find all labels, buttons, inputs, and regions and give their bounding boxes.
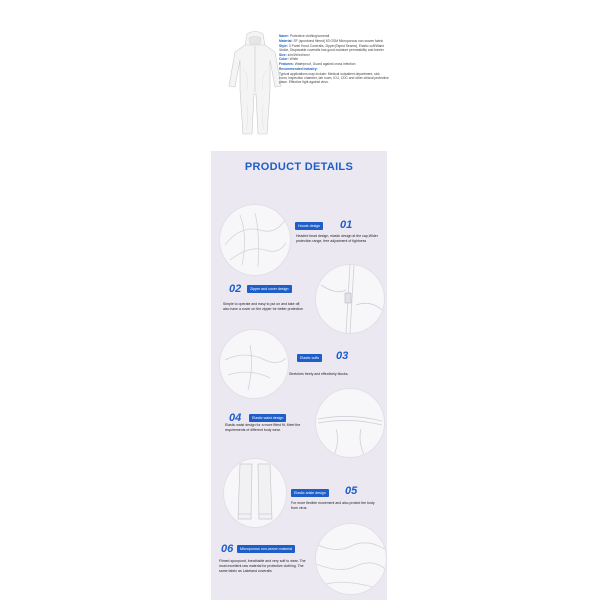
feature-label-01: Hoode design	[295, 222, 323, 230]
spec-material-value: SF (spunbond filmed) 63 GSM Microporous non-woven fabric	[293, 38, 384, 43]
feature-label-06: Microporous non-woven material	[237, 545, 295, 553]
spec-color-value: White	[289, 57, 299, 62]
feature-desc-02: Simple to operate and easy to put on and take off, also have a cover on the zipper for better protection	[223, 302, 303, 311]
feature-desc-05: For more flexible movement and also protect the body from virus.	[291, 501, 375, 510]
cuff-detail-image	[219, 329, 289, 399]
ankle-detail-image	[223, 458, 287, 528]
spec-name-row	[279, 34, 389, 38]
spec-material-row	[279, 39, 389, 43]
spec-features-label: Features:	[279, 62, 294, 67]
zipper-detail-image	[315, 264, 385, 334]
feature-label-05: Elastic ankle design	[291, 489, 329, 497]
spec-size-value: s/m/l/xl/xxl/xxxl	[287, 52, 310, 57]
feature-label-02: Zipper and cover design	[247, 285, 292, 293]
feature-desc-01: Headed head design, elastic design at the cap,Wider protection range, free adjustment of tightness	[296, 234, 378, 243]
coverall-product-image	[225, 30, 285, 140]
feature-number-03: 03	[336, 350, 349, 362]
panel-title: PRODUCT DETAILS	[244, 161, 354, 173]
spec-features-row	[279, 62, 389, 66]
spec-block	[279, 34, 389, 85]
feature-desc-04: Elastic waist design for a more fitted fit, Meet the requirements of different body wear.	[225, 423, 301, 432]
spec-color-label: Color:	[279, 57, 289, 62]
spec-features-value: Waterproof, Guard against cross infection	[294, 62, 356, 67]
fabric-detail-image	[315, 523, 387, 595]
feature-number-02: 02	[229, 283, 242, 295]
waist-detail-image	[315, 388, 385, 458]
spec-style-value: 3 Panel Hood Coveralls, Zipper(Taped Seams), Elastic cuff/Waist /Ankle, Disposable coveralls has good moisture permeability and barrier	[279, 43, 384, 52]
spec-size-row	[279, 53, 389, 57]
spec-name-value: Protective clothing/coverall	[290, 34, 330, 38]
feature-number-01: 01	[340, 219, 353, 231]
feature-number-04: 04	[229, 412, 242, 424]
spec-color-row	[279, 57, 389, 61]
spec-name-label: Name:	[279, 34, 290, 38]
spec-industry-value: Typical applications may include: Medical outpatient department, sick room, inspection chamber, lab room, ICU, CDC and other clinical protective place. Effective fight against virus.	[279, 71, 389, 85]
spec-size-label: Size:	[279, 52, 287, 57]
feature-label-03: Elastic cuffs	[297, 354, 322, 362]
feature-number-06: 06	[221, 543, 234, 555]
hood-detail-image	[219, 204, 291, 276]
spec-material-label: Material:	[279, 38, 293, 43]
spec-industry-heading: Recommended Industry:	[279, 67, 318, 72]
feature-desc-06: Filmed spunpond, breathable and very soft to wear. The most excellent raw material for protective clothing. The same fabric as Lakeland coveralls	[219, 559, 306, 573]
feature-label-04: Elastic waist design	[249, 414, 286, 422]
feature-desc-03: Stretches freely and effectively blocks.	[289, 372, 349, 376]
feature-number-05: 05	[345, 485, 358, 497]
spec-style-label: Style:	[279, 43, 288, 48]
spec-style-row	[279, 44, 389, 53]
product-details-panel	[211, 151, 387, 600]
